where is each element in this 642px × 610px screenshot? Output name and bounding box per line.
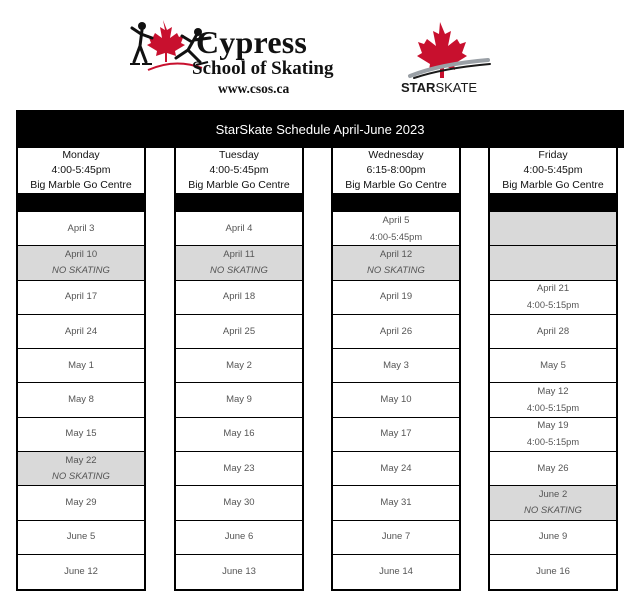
schedule-cell: [18, 246, 144, 280]
day-column-2: [331, 148, 461, 591]
schedule-cell: [18, 212, 144, 246]
org-subtitle: School of Skating: [192, 58, 334, 79]
schedule-cell: [18, 349, 144, 383]
column-time: 4:00-5:45pm: [209, 164, 269, 176]
column-time: 6:15-8:00pm: [366, 164, 426, 176]
day-column-header: [333, 148, 459, 194]
schedule-cell: [333, 452, 459, 486]
schedule-cell: [18, 383, 144, 417]
cell-date: April 17: [64, 291, 98, 303]
cell-date: April 26: [379, 325, 413, 337]
cell-date: May 30: [223, 497, 255, 509]
schedule-cell: [176, 281, 302, 315]
schedule-cell: [18, 521, 144, 555]
column-black-band: [490, 194, 616, 212]
no-skating-note: NO SKATING: [210, 264, 268, 276]
schedule-cell: [333, 521, 459, 555]
starskate-wordmark: [401, 80, 477, 95]
schedule-cell: [176, 452, 302, 486]
cell-date: May 16: [223, 428, 255, 440]
column-day: Friday: [538, 149, 568, 161]
org-url: www.csos.ca: [218, 81, 290, 96]
cell-date: May 17: [380, 428, 412, 440]
schedule-cell: [18, 486, 144, 520]
schedule-cell: [176, 315, 302, 349]
schedule-cell: [333, 555, 459, 589]
cell-time-note: 4:00-5:15pm: [526, 300, 580, 311]
column-location: Big Marble Go Centre: [30, 179, 132, 191]
column-location: Big Marble Go Centre: [502, 179, 604, 191]
cell-date: May 8: [68, 394, 94, 406]
no-skating-note: NO SKATING: [52, 264, 110, 276]
cell-date: June 7: [381, 531, 411, 543]
column-time: 4:00-5:45pm: [51, 164, 111, 176]
day-column-header: [18, 148, 144, 194]
cell-date: May 5: [540, 359, 566, 371]
cell-date: May 19: [537, 420, 569, 432]
schedule-cell: [490, 349, 616, 383]
schedule-cell: [18, 452, 144, 486]
cell-time-note: 4:00-5:45pm: [369, 231, 423, 242]
no-skating-note: NO SKATING: [524, 505, 582, 517]
day-column-header: [176, 148, 302, 194]
cell-time-note: 4:00-5:15pm: [526, 403, 580, 414]
schedule-cell: [333, 418, 459, 452]
day-column-header: [490, 148, 616, 194]
cell-date: May 29: [65, 497, 97, 509]
schedule-cell: [333, 281, 459, 315]
column-day: Wednesday: [368, 149, 424, 161]
cell-date: May 10: [380, 394, 412, 406]
cell-date: June 5: [66, 531, 96, 543]
schedule-cell: [490, 555, 616, 589]
cell-date: May 1: [68, 359, 94, 371]
schedule-cell: [490, 212, 616, 246]
schedule-cell: [490, 281, 616, 315]
schedule-cell: [18, 315, 144, 349]
schedule-cell: [176, 555, 302, 589]
cell-date: April 3: [67, 222, 95, 234]
schedule-cell: [490, 452, 616, 486]
cell-date: April 28: [536, 325, 570, 337]
no-skating-note: NO SKATING: [52, 470, 110, 482]
schedule-cell: [490, 383, 616, 417]
column-time: 4:00-5:45pm: [523, 164, 583, 176]
column-day: Monday: [62, 149, 100, 161]
schedule-cell: [333, 212, 459, 246]
schedule-cell: [176, 521, 302, 555]
schedule-cell: [490, 246, 616, 280]
cell-date: April 4: [225, 222, 253, 234]
cypress-logo: [130, 18, 366, 98]
cell-date: June 6: [224, 531, 254, 543]
cell-date: April 5: [382, 214, 410, 226]
no-skating-note: NO SKATING: [367, 264, 425, 276]
cell-date: May 26: [537, 462, 569, 474]
column-black-band: [18, 194, 144, 212]
column-location: Big Marble Go Centre: [188, 179, 290, 191]
cell-date: June 13: [222, 566, 256, 578]
cell-date: May 3: [383, 359, 409, 371]
cell-date: May 9: [226, 394, 252, 406]
cell-date: April 10: [64, 248, 98, 260]
cell-date: May 24: [380, 462, 412, 474]
starskate-wordmark-light: SKATE: [435, 80, 478, 95]
day-column-1: [174, 148, 304, 591]
schedule-cell: [176, 349, 302, 383]
schedule-title: StarSkate Schedule April-June 2023: [16, 110, 624, 148]
cell-date: June 14: [379, 566, 413, 578]
starskate-wordmark-bold: STAR: [401, 80, 436, 95]
schedule-cell: [490, 521, 616, 555]
schedule-cell: [333, 315, 459, 349]
cell-date: April 18: [222, 291, 256, 303]
schedule-cell: [176, 418, 302, 452]
schedule-cell: [333, 349, 459, 383]
cell-date: May 15: [65, 428, 97, 440]
column-day: Tuesday: [219, 149, 259, 161]
cell-date: April 21: [536, 283, 570, 295]
schedule-cell: [333, 383, 459, 417]
schedule-cell: [176, 246, 302, 280]
day-column-3: [488, 148, 618, 591]
schedule-cell: [490, 315, 616, 349]
day-column-0: [16, 148, 146, 591]
cell-date: April 11: [223, 248, 255, 260]
schedule-cell: [176, 486, 302, 520]
schedule-cell: [176, 212, 302, 246]
cell-date: June 12: [64, 566, 98, 578]
cell-date: June 9: [538, 531, 568, 543]
cell-date: May 12: [537, 386, 569, 398]
cell-date: May 2: [226, 359, 252, 371]
cell-date: May 31: [380, 497, 412, 509]
schedule-cell: [18, 418, 144, 452]
cell-date: June 16: [536, 566, 570, 578]
cell-date: June 2: [538, 489, 568, 501]
cell-date: April 19: [379, 291, 413, 303]
cell-date: May 22: [65, 454, 97, 466]
cell-date: April 24: [64, 325, 98, 337]
cell-date: April 12: [379, 248, 413, 260]
schedule-cell: [333, 486, 459, 520]
schedule-cell: [490, 486, 616, 520]
schedule-cell: [176, 383, 302, 417]
schedule-cell: [18, 281, 144, 315]
schedule-cell: [490, 418, 616, 452]
column-black-band: [176, 194, 302, 212]
org-name: Cypress: [196, 24, 308, 60]
cell-time-note: 4:00-5:15pm: [526, 437, 580, 448]
schedule-cell: [333, 246, 459, 280]
column-black-band: [333, 194, 459, 212]
column-location: Big Marble Go Centre: [345, 179, 447, 191]
cell-date: May 23: [223, 462, 255, 474]
schedule-cell: [18, 555, 144, 589]
cell-date: April 25: [222, 325, 256, 337]
